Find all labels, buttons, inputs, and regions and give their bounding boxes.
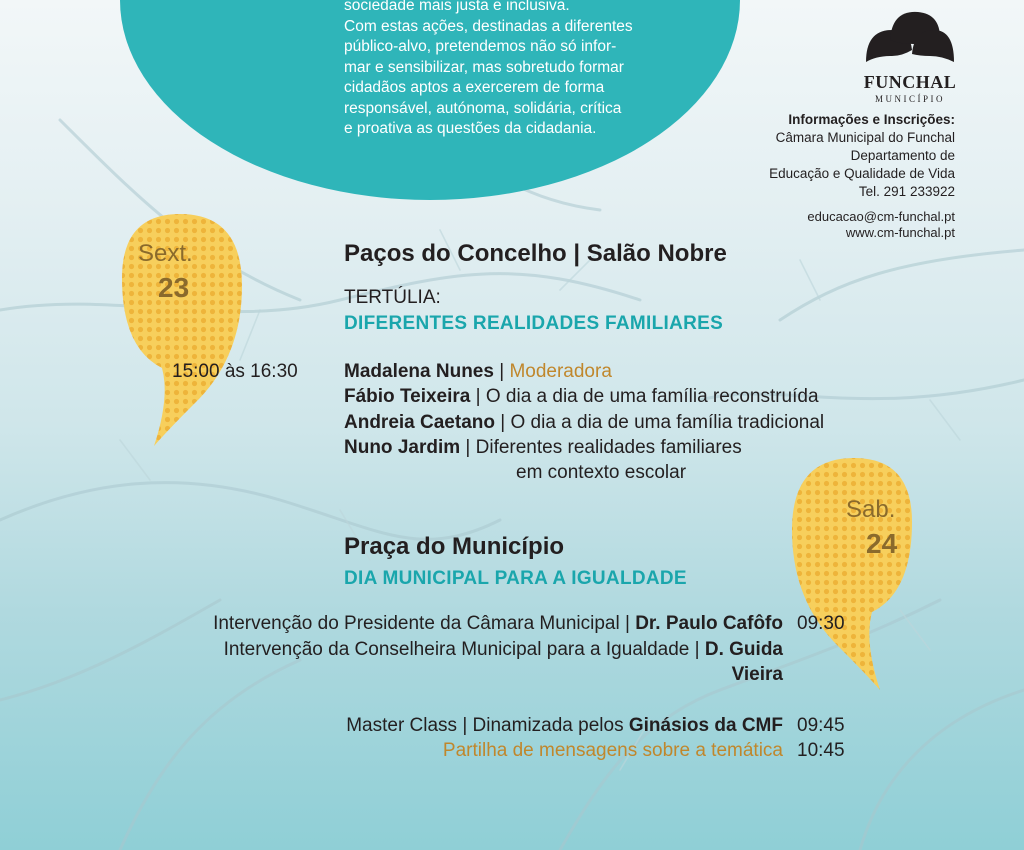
logo-subtitle: MUNICÍPIO: [874, 94, 945, 104]
venue-title: Paços do Concelho | Salão Nobre: [344, 240, 727, 267]
speaker-role: Diferentes realidades familiares: [475, 437, 742, 458]
date-day-label: Sab.: [846, 496, 896, 523]
program-item: [213, 613, 783, 635]
intro-line: público-alvo, pretendemos não só infor-: [344, 38, 617, 55]
contact-line: Câmara Municipal do Funchal: [775, 130, 955, 145]
logo-name: FUNCHAL: [863, 72, 957, 92]
date-day-number: 23: [158, 272, 190, 303]
contact-website-link[interactable]: www.cm-funchal.pt: [845, 225, 955, 240]
program-item-person: D. Guida: [704, 639, 783, 660]
intro-line: cidadãos aptos a exercerem de forma: [344, 79, 605, 96]
program-item-org: Ginásios da CMF: [628, 715, 783, 736]
program-time: 10:45: [797, 740, 845, 761]
date-bubble-day2: [786, 452, 916, 692]
program-item-text: Intervenção da Conselheira Municipal para a Igualdade: [223, 639, 690, 660]
separator: |: [460, 437, 476, 458]
speaker-name: Andreia Caetano: [344, 412, 495, 433]
program-item: [346, 715, 783, 737]
event-topic: DIFERENTES REALIDADES FAMILIARES: [344, 313, 724, 334]
program-item-text: Intervenção do Presidente da Câmara Municipal: [213, 613, 620, 634]
program-item-person: Dr. Paulo Cafôfo: [635, 613, 783, 634]
speaker-role-continuation: em contexto escolar: [516, 462, 687, 483]
three-domes-logo-icon: [862, 10, 958, 70]
speaker-row: [344, 412, 824, 434]
contact-email-link[interactable]: educacao@cm-funchal.pt: [807, 209, 955, 224]
session-time: 15:00 às 16:30: [172, 361, 298, 382]
program-item-person-continuation: [732, 664, 783, 686]
date-day-label: Sext.: [138, 240, 193, 267]
speaker-role: O dia a dia de uma família reconstruída: [485, 386, 819, 407]
venue-title: Praça do Município: [344, 533, 565, 560]
speaker-row: [344, 437, 742, 459]
event-type: TERTÚLIA:: [344, 287, 441, 308]
separator: |: [689, 639, 705, 660]
separator: |: [619, 613, 636, 634]
intro-line: mar e sensibilizar, mas sobretudo formar: [344, 58, 624, 76]
yellow-speech-bubble-icon: [786, 452, 916, 692]
contact-info: [769, 111, 955, 241]
contact-line: Departamento de: [850, 148, 955, 163]
speaker-name: Madalena Nunes: [344, 361, 494, 382]
program-time: 09:30: [797, 613, 845, 634]
separator: |: [493, 361, 510, 382]
program-item-text: Master Class | Dinamizada pelos: [346, 715, 624, 736]
separator: |: [494, 412, 511, 433]
intro-paragraph: [344, 0, 664, 140]
intro-line: e proativa as questões da cidadania.: [344, 120, 597, 137]
speaker-name: Nuno Jardim: [344, 437, 461, 458]
program-item-sharing: Partilha de mensagens sobre a temática: [442, 740, 783, 761]
speaker-row: [344, 386, 819, 408]
program-item-person: Vieira: [731, 664, 783, 685]
speaker-name: Fábio Teixeira: [344, 386, 471, 407]
funchal-logo: [862, 10, 958, 106]
program-time: 09:45: [797, 715, 845, 736]
date-bubble-day1: [118, 208, 248, 448]
intro-line: responsável, autónoma, solidária, crítica: [344, 99, 622, 117]
contact-phone: Tel. 291 233922: [858, 184, 955, 199]
contact-heading: Informações e Inscrições:: [788, 112, 955, 127]
intro-line: Com estas ações, destinadas a diferentes: [344, 17, 633, 35]
speaker-row: [344, 361, 612, 383]
separator: |: [470, 386, 486, 407]
program-item: [224, 639, 783, 661]
speaker-role: O dia a dia de uma família tradicional: [510, 412, 825, 433]
contact-line: Educação e Qualidade de Vida: [769, 166, 955, 181]
event-topic: DIA MUNICIPAL PARA A IGUALDADE: [344, 568, 687, 589]
date-day-number: 24: [866, 528, 898, 559]
intro-line: sociedade mais justa e inclusiva.: [344, 0, 570, 14]
speaker-role: Moderadora: [509, 361, 612, 382]
